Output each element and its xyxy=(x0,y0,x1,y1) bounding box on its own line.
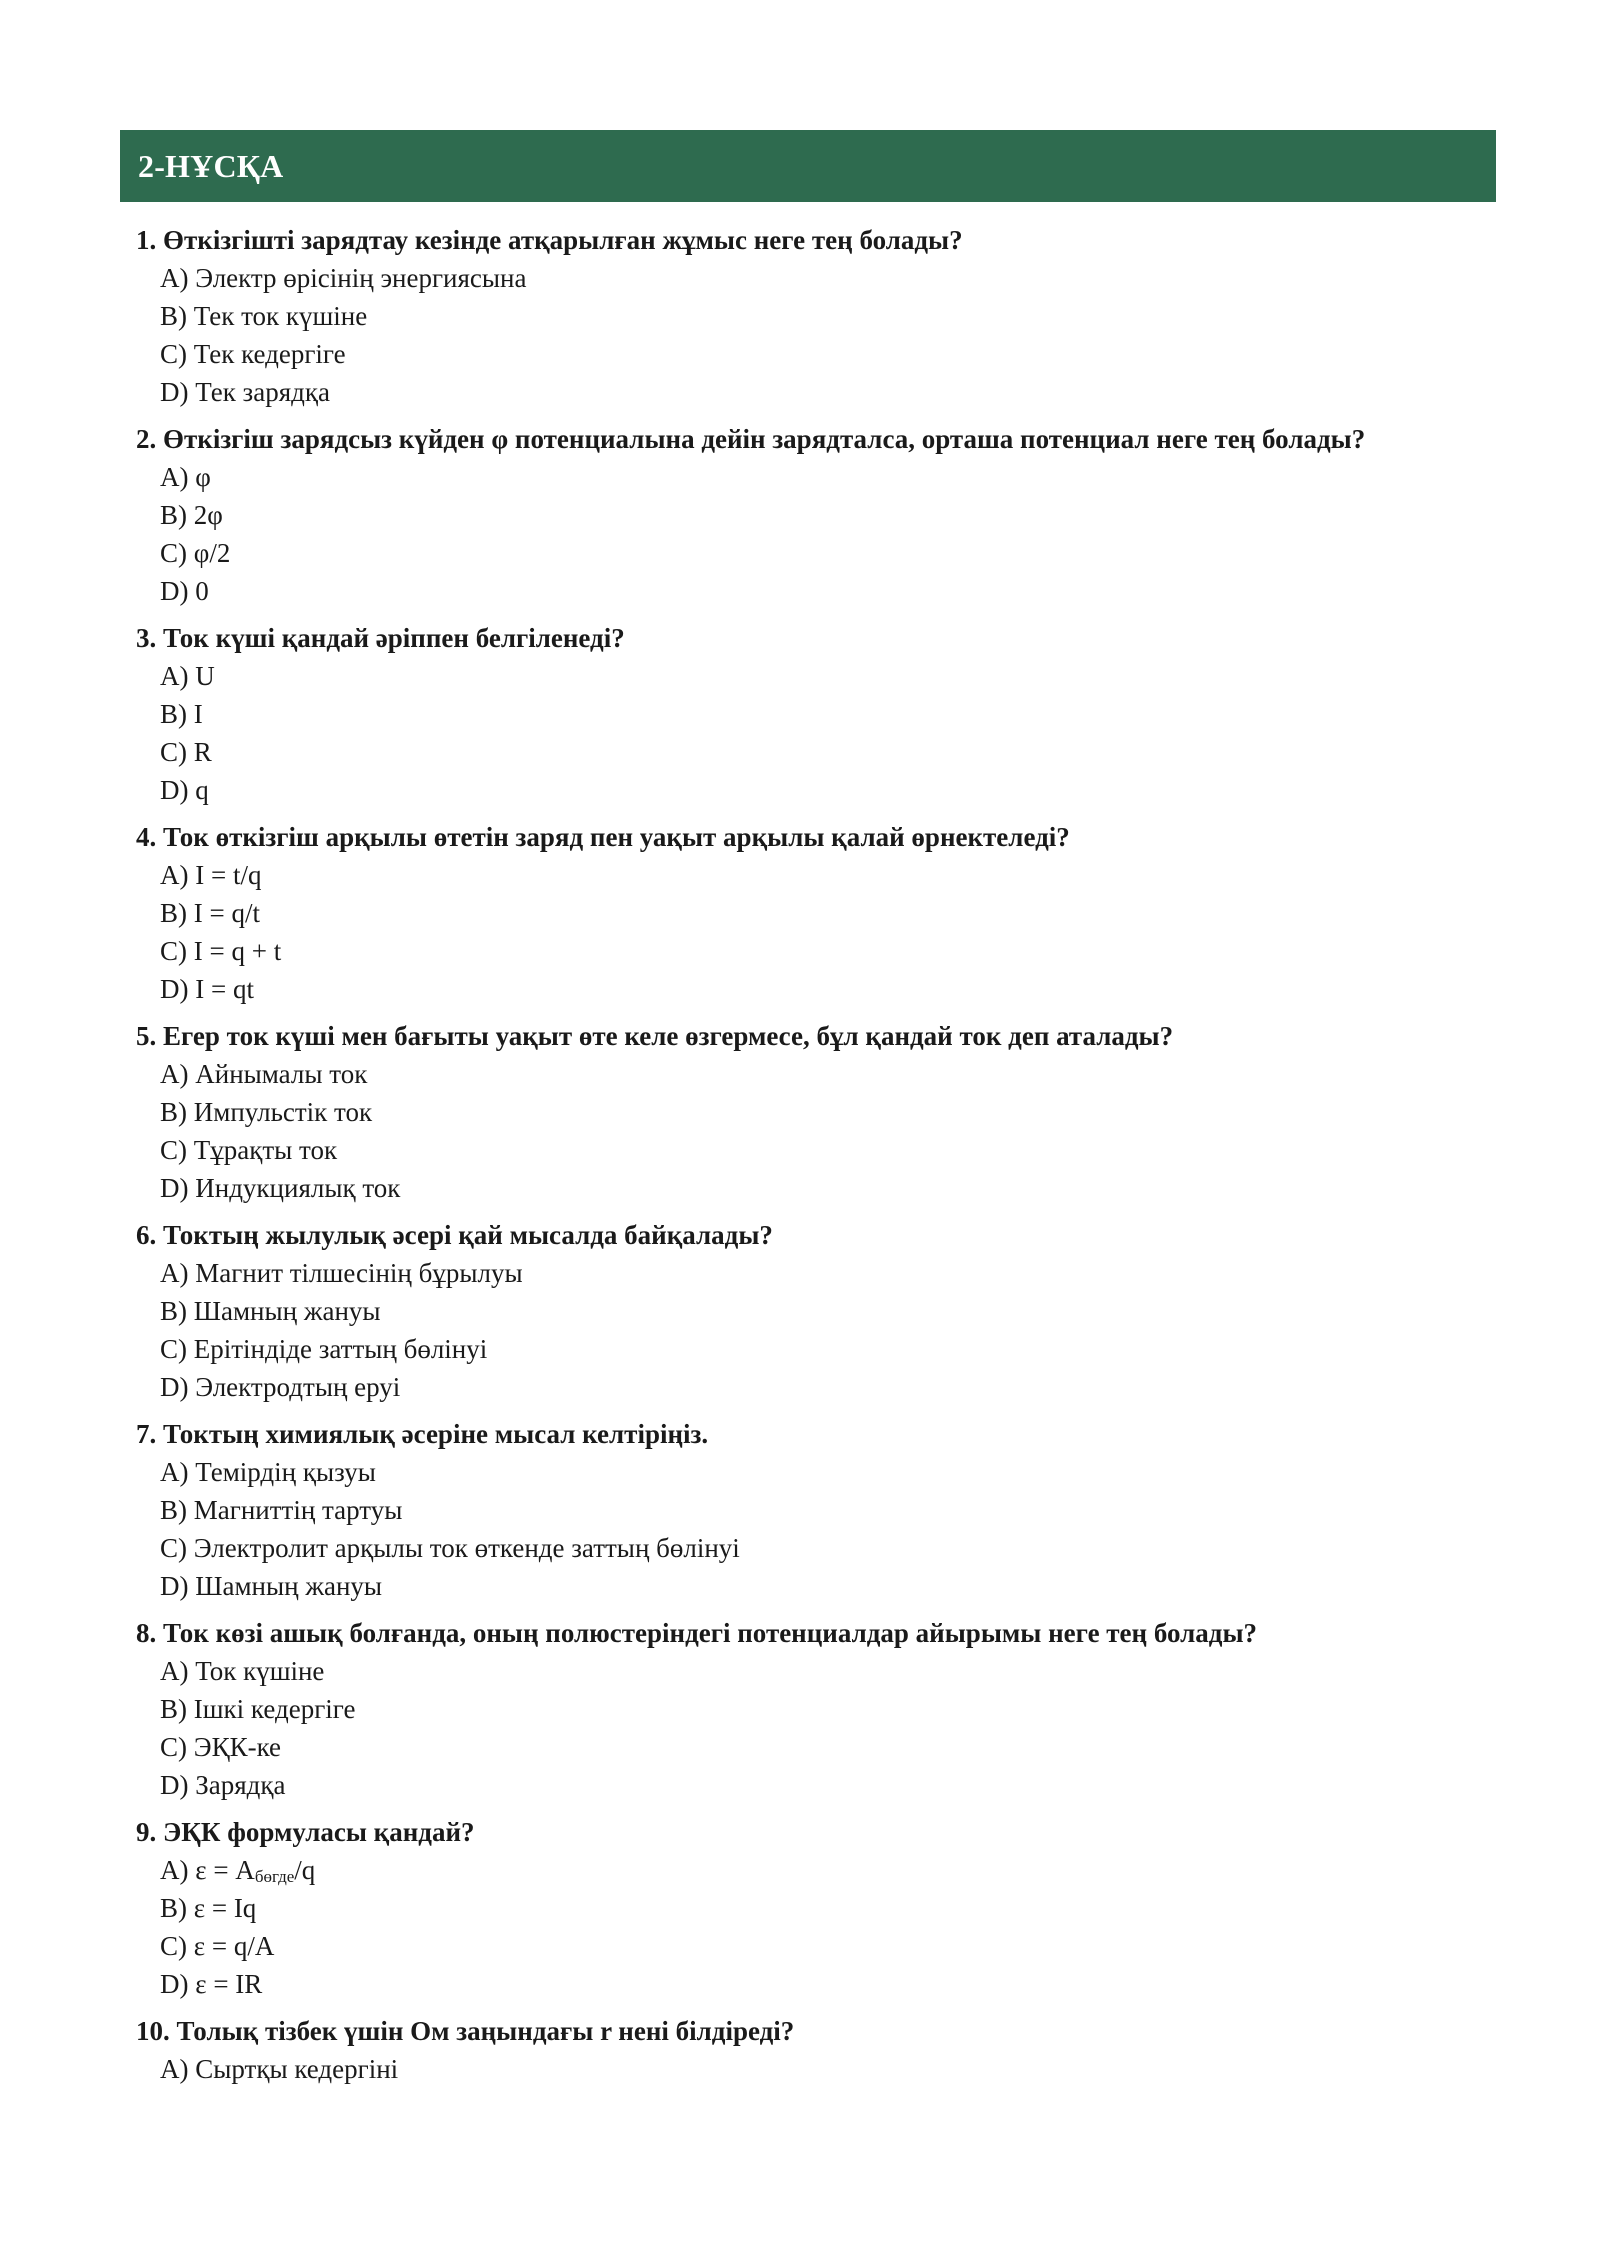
question-6 xyxy=(136,1217,1496,1406)
option-b: B) Магниттің тартуы xyxy=(160,1495,403,1525)
question-2 xyxy=(136,421,1496,610)
question-text: 2. Өткізгіш зарядсыз күйден φ потенциалына дейін зарядталса, орташа потенциал неге тең болады? xyxy=(136,424,1366,454)
option-d: D) q xyxy=(160,775,209,805)
question-text: 3. Ток күші қандай әріппен белгіленеді? xyxy=(136,623,625,653)
option-b: B) 2φ xyxy=(160,500,223,530)
option-a xyxy=(136,1851,1496,1889)
option-d: D) Индукциялық ток xyxy=(160,1173,401,1203)
option-b: B) I xyxy=(160,699,203,729)
option-c: C) Ерітіндіде заттың бөлінуі xyxy=(160,1334,488,1364)
option-c: C) Тек кедергіге xyxy=(160,339,346,369)
option-b: B) Шамның жануы xyxy=(160,1296,381,1326)
option-a-subscript: бөгде xyxy=(254,1867,295,1886)
question-text: 9. ЭҚК формуласы қандай? xyxy=(136,1817,475,1847)
question-text: 7. Токтың химиялық әсеріне мысал келтіріңіз. xyxy=(136,1419,709,1449)
option-d: D) I = qt xyxy=(160,974,254,1004)
question-5 xyxy=(136,1018,1496,1207)
option-a: A) U xyxy=(160,661,215,691)
option-d: D) Зарядқа xyxy=(160,1770,286,1800)
question-text: 6. Токтың жылулық әсері қай мысалда байқалады? xyxy=(136,1220,773,1250)
option-a-prefix: A) ε = A xyxy=(160,1855,255,1885)
option-b: B) Тек ток күшіне xyxy=(160,301,368,331)
question-4 xyxy=(136,819,1496,1008)
question-text: 8. Ток көзі ашық болғанда, оның полюстеріндегі потенциалдар айырымы неге тең болады? xyxy=(136,1618,1258,1648)
option-c: C) Электролит арқылы ток өткенде заттың бөлінуі xyxy=(160,1533,740,1563)
question-text: 1. Өткізгішті зарядтау кезінде атқарылған жұмыс неге тең болады? xyxy=(136,225,963,255)
question-text: 5. Егер ток күші мен бағыты уақыт өте келе өзгермесе, бұл қандай ток деп аталады? xyxy=(136,1021,1174,1051)
option-d: D) Шамның жануы xyxy=(160,1571,383,1601)
option-a: A) Электр өрісінің энергиясына xyxy=(160,263,527,293)
option-b: B) ε = Iq xyxy=(160,1893,257,1923)
option-c: C) ε = q/A xyxy=(160,1931,275,1961)
option-a: A) Темірдің қызуы xyxy=(160,1457,376,1487)
option-c: C) ЭҚК-ке xyxy=(160,1732,282,1762)
option-d: D) Электродтың еруі xyxy=(160,1372,401,1402)
option-b: B) Ішкі кедергіге xyxy=(160,1694,356,1724)
option-d: D) ε = IR xyxy=(160,1969,263,1999)
option-d: D) Тек зарядқа xyxy=(160,377,330,407)
variant-header-bar xyxy=(120,130,1496,202)
option-a-suffix: /q xyxy=(294,1855,316,1885)
option-d: D) 0 xyxy=(160,576,209,606)
option-a: A) Ток күшіне xyxy=(160,1656,325,1686)
option-c: C) φ/2 xyxy=(160,538,231,568)
option-b: B) I = q/t xyxy=(160,898,260,928)
question-3 xyxy=(136,620,1496,809)
question-list xyxy=(136,222,1496,2098)
option-b: B) Импульстік ток xyxy=(160,1097,373,1127)
question-9 xyxy=(136,1814,1496,2003)
question-10 xyxy=(136,2013,1496,2088)
option-c: C) I = q + t xyxy=(160,936,282,966)
option-a: A) Магнит тілшесінің бұрылуы xyxy=(160,1258,523,1288)
option-a: A) I = t/q xyxy=(160,860,262,890)
question-8 xyxy=(136,1615,1496,1804)
option-a: A) φ xyxy=(160,462,211,492)
question-text: 10. Толық тізбек үшін Ом заңындағы r нені білдіреді? xyxy=(136,2016,795,2046)
option-a: A) Сыртқы кедергіні xyxy=(160,2054,399,2084)
question-1 xyxy=(136,222,1496,411)
option-c: C) R xyxy=(160,737,212,767)
variant-title: 2-НҰСҚА xyxy=(138,147,284,184)
question-text: 4. Ток өткізгіш арқылы өтетін заряд пен уақыт арқылы қалай өрнектеледі? xyxy=(136,822,1070,852)
option-a: A) Айнымалы ток xyxy=(160,1059,368,1089)
question-7 xyxy=(136,1416,1496,1605)
option-c: C) Тұрақты ток xyxy=(160,1135,338,1165)
